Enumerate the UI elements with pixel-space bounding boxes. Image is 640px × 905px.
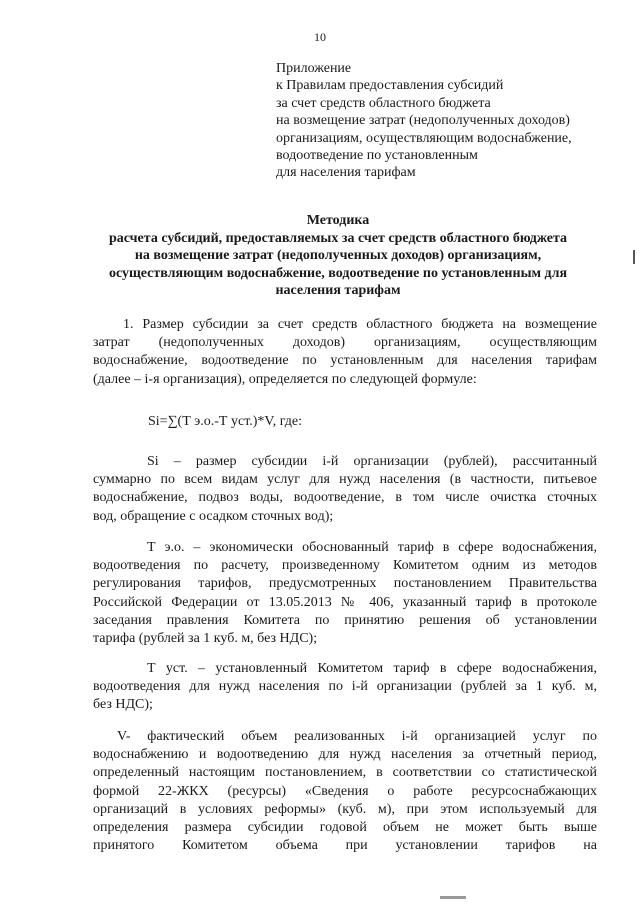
appendix-line: водоотведение по установленным <box>276 148 478 164</box>
title-line: осуществляющим водоснабжение, водоотведение по установленным для <box>108 265 568 281</box>
text-line: водоснабжению и водоотведению для нужд населения за отчетный период, <box>93 747 597 763</box>
appendix-line: для населения тарифам <box>276 165 416 181</box>
text-line: тарифа (рублей за 1 куб. м, без НДС); <box>93 631 318 647</box>
document-title <box>86 212 590 300</box>
title-line: на возмещение затрат (недополученных доходов) организациям, <box>134 248 542 264</box>
title-line: Методика <box>306 213 370 228</box>
appendix-line: организациям, осуществляющим водоснабжение, <box>276 130 572 146</box>
paragraph-v-definition <box>93 728 597 855</box>
paragraph-tust-definition <box>93 660 597 715</box>
text-line: (далее – i-я организация), определяется по следующей формуле: <box>93 371 477 387</box>
scan-edge-mark <box>633 250 635 264</box>
text-line: принятого Комитетом объема при установлении тарифов на <box>93 838 597 854</box>
text-line: затрат (недополученных доходов) организациям, осуществляющим <box>93 335 597 351</box>
text-line: водоснабжение, водоотведение по установленным для населения тарифам <box>93 353 597 369</box>
text-line: регулирования тарифов, предусмотренных постановлением Правительства <box>93 576 597 592</box>
appendix-line: на возмещение затрат (недополученных доходов) <box>276 113 570 129</box>
text-line: вод, обращение с осадком сточных вод); <box>93 508 334 524</box>
appendix-line: за счет средств областного бюджета <box>276 95 491 111</box>
appendix-line: Приложение <box>276 61 352 76</box>
text-line: суммарно по всем видам услуг для нужд населения (в частности, питьевое <box>93 472 597 488</box>
text-line: Т уст. – установленный Комитетом тариф в сфере водоснабжения, <box>147 661 597 676</box>
text-line: Российской Федерации от 13.05.2013 № 406, указанный тариф в протоколе <box>93 594 597 610</box>
text-line: водоотведения по расчету, произведенному Комитетом одним из методов <box>93 558 597 574</box>
title-line: расчета субсидий, предоставляемых за счет средств областного бюджета <box>108 230 568 246</box>
text-line: организаций в условиях реформы» (куб. м), при этом используемый для <box>93 801 597 817</box>
paragraph-si-definition <box>93 453 597 526</box>
appendix-line: к Правилам предоставления субсидий <box>276 78 504 94</box>
text-line: V- фактический объем реализованных i-й организацией услуг по <box>117 729 597 744</box>
paragraph-subsidy-size <box>93 316 597 389</box>
paragraph-teo-definition <box>93 539 597 648</box>
text-line: водоотведения для нужд населения по i-й организации (рублей за 1 куб. м, <box>93 679 597 695</box>
scan-bottom-mark <box>440 896 466 899</box>
text-line: формой 22-ЖКХ (ресурсы) «Сведения о работе ресурсоснабжающих <box>93 783 597 799</box>
text-line: водоснабжение, подвоз воды, водоотведение, в том числе очистка сточных <box>93 490 597 506</box>
text-line: без НДС); <box>93 697 153 713</box>
text-line: определенный настоящим постановлением, в соответствии со статистической <box>93 765 597 781</box>
page-number: 10 <box>314 30 326 44</box>
text-line: заседания правления Комитета по принятию решения об установлении <box>93 612 597 628</box>
appendix-block <box>276 60 616 182</box>
text-line: Si – размер субсидии i-й организации (рублей), рассчитанный <box>147 454 597 469</box>
formula: Si=∑(Т э.о.-Т уст.)*V, где: <box>148 414 303 429</box>
text-line: Т э.о. – экономически обоснованный тариф в сфере водоснабжения, <box>147 540 597 555</box>
text-line: определения размера субсидии годовой объем не может быть выше <box>93 820 597 836</box>
text-line: 1. Размер субсидии за счет средств областного бюджета на возмещение <box>123 317 597 332</box>
title-line: населения тарифам <box>275 283 401 299</box>
